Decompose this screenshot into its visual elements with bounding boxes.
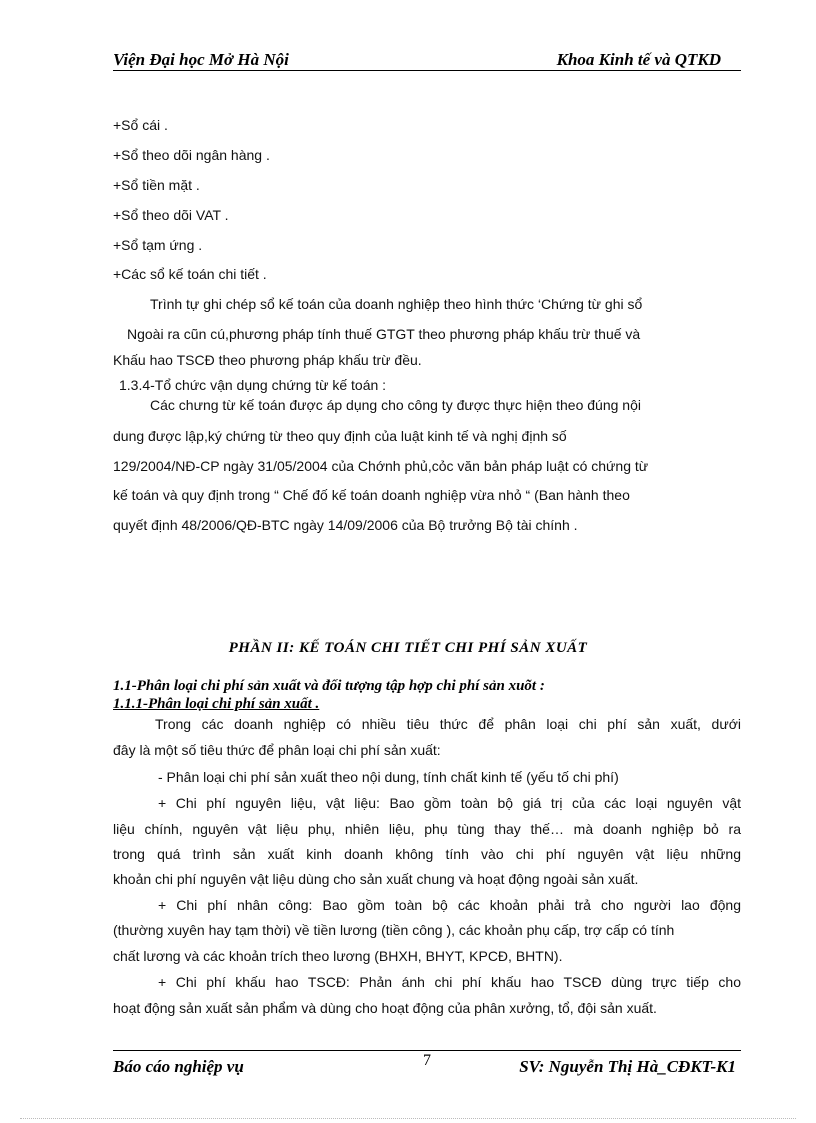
text-line: Trong các doanh nghiệp có nhiều tiêu thức để phân loại chi phí sản xuất, dưới bbox=[155, 716, 741, 732]
section-heading-11: 1.1-Phân loại chi phí sản xuất và đối tượng tập hợp chi phí sản xuõt : bbox=[113, 678, 545, 694]
text-line: trong quá trình sản xuất kinh doanh không tính vào chi phí nguyên vật liệu những bbox=[113, 846, 741, 862]
sub-heading-111: 1.1.1-Phân loại chi phí sản xuất . bbox=[113, 696, 320, 712]
paragraph-line: kế toán và quy định trong “ Chế đố kế toán doanh nghiệp vừa nhỏ “ (Ban hành theo bbox=[113, 487, 630, 503]
list-item: +Sổ tiền mặt . bbox=[113, 177, 200, 193]
footer-student: SV: Nguyễn Thị Hà_CĐKT-K1 bbox=[519, 1057, 736, 1076]
paragraph-line: Khấu hao TSCĐ theo phương pháp khấu trừ đều. bbox=[113, 352, 422, 368]
text-line: + Chi phí nhân công: Bao gồm toàn bộ các khoản phải trả cho người lao động bbox=[158, 897, 741, 913]
paragraph-line: khoản chi phí nguyên vật liệu dùng cho sản xuất chung và hoạt động ngoài sản xuất. bbox=[113, 871, 639, 887]
footer-rule bbox=[113, 1050, 741, 1051]
paragraph-line bbox=[113, 821, 741, 837]
header-rule bbox=[113, 70, 741, 71]
list-item: +Sổ tạm ứng . bbox=[113, 237, 203, 253]
header-faculty: Khoa Kinh tế và QTKD bbox=[556, 50, 721, 69]
paragraph-line: Ngoài ra cũn cú,phương pháp tính thuế GTGT theo phương pháp khấu trừ thuế và bbox=[127, 326, 641, 342]
list-item: +Sổ theo dõi ngân hàng . bbox=[113, 147, 270, 163]
text-line: + Chi phí khấu hao TSCĐ: Phản ánh chi phí khấu hao TSCĐ dùng trực tiếp cho bbox=[158, 974, 741, 990]
paragraph-line: Các chưng từ kế toán được áp dụng cho công ty được thực hiện theo đúng nội bbox=[150, 397, 641, 413]
paragraph-line: đây là một số tiêu thức để phân loại chi phí sản xuất: bbox=[113, 742, 441, 758]
paragraph-line bbox=[158, 897, 741, 913]
paragraph-line: dung được lập,ký chứng từ theo quy định của luật kinh tế và nghị định số bbox=[113, 428, 567, 444]
text-line: liệu chính, nguyên vật liệu phụ, nhiên liệu, phụ tùng thay thế… mà doanh nghiệp bỏ ra bbox=[113, 821, 741, 837]
text-line: + Chi phí nguyên liệu, vật liệu: Bao gồm toàn bộ giá trị của các loại nguyên vật bbox=[158, 795, 741, 811]
paragraph-line bbox=[113, 846, 741, 862]
footer-report-type: Báo cáo nghiệp vụ bbox=[113, 1057, 244, 1076]
paragraph-line bbox=[155, 716, 741, 732]
page-number: 7 bbox=[423, 1052, 431, 1069]
paragraph-line: chất lương và các khoản trích theo lương (BHXH, BHYT, KPCĐ, BHTN). bbox=[113, 948, 563, 964]
page-edge-dots bbox=[20, 1118, 796, 1119]
paragraph-line: Trình tự ghi chép sổ kế toán của doanh nghiệp theo hình thức ‘Chứng từ ghi sổ bbox=[150, 296, 643, 312]
paragraph-line bbox=[158, 974, 741, 990]
paragraph-line: (thường xuyên hay tạm thời) về tiền lương (tiền công ), các khoản phụ cấp, trợ cấp có tính bbox=[113, 922, 675, 938]
list-item: +Sổ theo dõi VAT . bbox=[113, 207, 229, 223]
header-institution: Viện Đại học Mở Hà Nội bbox=[113, 50, 289, 69]
paragraph-line: hoạt động sản xuất sản phẩm và dùng cho hoạt động của phân xưởng, tổ, đội sản xuất. bbox=[113, 1000, 657, 1016]
list-item: +Sổ cái . bbox=[113, 117, 168, 133]
paragraph-line: 129/2004/NĐ-CP ngày 31/05/2004 của Chớnh phủ,cỏc văn bản pháp luật có chứng từ bbox=[113, 458, 649, 474]
paragraph-line: - Phân loại chi phí sản xuất theo nội dung, tính chất kinh tế (yếu tố chi phí) bbox=[158, 769, 619, 785]
paragraph-line bbox=[158, 795, 741, 811]
part-title: PHẦN II: KẾ TOÁN CHI TIẾT CHI PHÍ SẢN XUẤT bbox=[228, 640, 588, 656]
section-heading-134: 1.3.4-Tổ chức vận dụng chứng từ kế toán : bbox=[119, 377, 387, 393]
list-item: +Các sổ kế toán chi tiết . bbox=[113, 266, 267, 282]
paragraph-line: quyết định 48/2006/QĐ-BTC ngày 14/09/2006 của Bộ trưởng Bộ tài chính . bbox=[113, 517, 578, 533]
